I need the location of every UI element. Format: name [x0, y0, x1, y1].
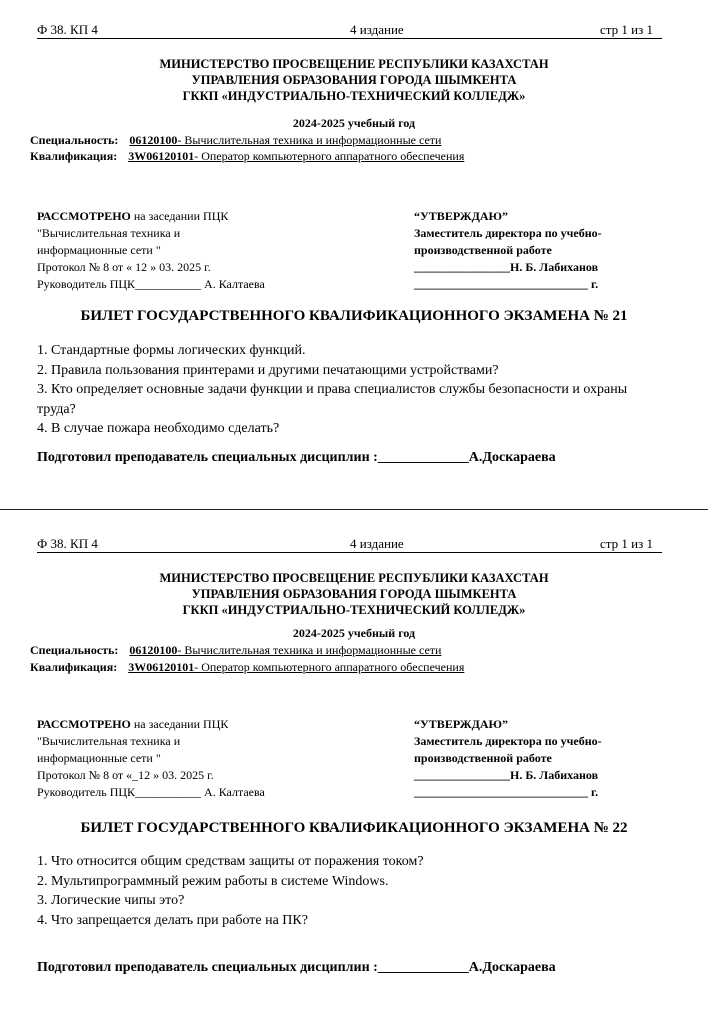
- reviewed-line-2: "Вычислительная техника и: [37, 734, 181, 748]
- form-code: Ф 38. КП 4: [37, 536, 98, 551]
- question-item: 3. Логические чипы это?: [37, 893, 185, 908]
- question-item: 4. Что запрещается делать при работе на ПК?: [37, 912, 308, 928]
- specialty-code: 06120100: [129, 643, 178, 657]
- specialty-label: Специальность:: [30, 133, 119, 147]
- college-line: ГККП «ИНДУСТРИАЛЬНО-ТЕХНИЧЕСКИЙ КОЛЛЕДЖ»: [182, 603, 526, 617]
- question-list: [37, 341, 657, 439]
- header-rule: [37, 38, 662, 39]
- department-line: УПРАВЛЕНИЯ ОБРАЗОВАНИЯ ГОРОДА ШЫМКЕНТА: [191, 587, 517, 601]
- ministry-line: МИНИСТЕРСТВО ПРОСВЕЩЕНИЕ РЕСПУБЛИКИ КАЗАХСТАН: [159, 571, 549, 585]
- protocol-line: Протокол № 8 от « 12 » 03. 2025 г.: [37, 260, 211, 274]
- question-item: 1. Что относится общим средствам защиты от поражения током?: [37, 854, 424, 869]
- specialty-code: 06120100: [129, 133, 178, 147]
- approved-line-3: производственной работе: [414, 751, 552, 765]
- head-signature-line: Руководитель ПЦК___________ А. Калтаева: [37, 785, 265, 799]
- qualification-line: [30, 149, 464, 164]
- question-item: 3. Кто определяет основные задачи функции и права специалистов службы безопасности и охраны труда?: [37, 382, 628, 417]
- approved-line-2: Заместитель директора по учебно-: [414, 734, 602, 748]
- reviewed-line-3: информационные сети ": [37, 751, 161, 765]
- form-code: Ф 38. КП 4: [37, 22, 98, 37]
- question-item: 4. В случае пожара необходимо сделать?: [37, 421, 280, 436]
- reviewed-line-3: информационные сети ": [37, 243, 161, 257]
- approved-date-line: _____________________________ г.: [414, 277, 599, 291]
- qualification-value: [120, 660, 464, 674]
- question-list: [37, 852, 657, 930]
- ministry-block: [0, 56, 708, 104]
- qualification-name: - Оператор компьютерного аппаратного обеспечения: [194, 149, 465, 163]
- qualification-label: Квалификация:: [30, 149, 118, 163]
- header-rule: [37, 552, 662, 553]
- qualification-code: 3W06120101: [128, 149, 195, 163]
- page-number: стр 1 из 1: [600, 22, 653, 37]
- qualification-label: Квалификация:: [30, 660, 118, 674]
- approved-block: [414, 716, 602, 801]
- approved-date-line: _____________________________ г.: [414, 785, 599, 799]
- head-signature-line: Руководитель ПЦК___________ А. Калтаева: [37, 277, 265, 291]
- approved-label: “УТВЕРЖДАЮ”: [414, 209, 509, 223]
- reviewed-block: [37, 208, 265, 293]
- page-number: стр 1 из 1: [600, 536, 653, 551]
- reviewed-block: [37, 716, 265, 801]
- reviewed-label: РАССМОТРЕНО: [37, 209, 131, 223]
- reviewed-text: на заседании ПЦК: [130, 209, 229, 223]
- ministry-block: [0, 570, 708, 618]
- specialty-line: [30, 643, 441, 658]
- deputy-signature-line: ________________Н. Б. Лабиханов: [414, 768, 599, 782]
- protocol-line: Протокол № 8 от «_12 » 03. 2025 г.: [37, 768, 214, 782]
- specialty-value: [121, 133, 441, 147]
- question-item: 1. Стандартные формы логических функций.: [37, 343, 306, 358]
- specialty-name: - Вычислительная техника и информационные сети: [177, 643, 442, 657]
- specialty-line: [30, 133, 441, 148]
- qualification-value: [120, 149, 464, 163]
- prepared-by: Подготовил преподаватель специальных дисциплин :_____________А.Доскараева: [37, 450, 556, 465]
- qualification-line: [30, 660, 464, 675]
- specialty-value: [121, 643, 441, 657]
- approved-block: [414, 208, 602, 293]
- approved-label: “УТВЕРЖДАЮ”: [414, 717, 509, 731]
- ticket-title: БИЛЕТ ГОСУДАРСТВЕННОГО КВАЛИФИКАЦИОННОГО ЭКЗАМЕНА № 21: [80, 308, 628, 324]
- approved-line-2: Заместитель директора по учебно-: [414, 226, 602, 240]
- reviewed-line-2: "Вычислительная техника и: [37, 226, 181, 240]
- edition: 4 издание: [350, 536, 404, 551]
- academic-year: 2024-2025 учебный год: [292, 116, 416, 130]
- specialty-name: - Вычислительная техника и информационные сети: [177, 133, 442, 147]
- deputy-signature-line: ________________Н. Б. Лабиханов: [414, 260, 599, 274]
- ministry-line: МИНИСТЕРСТВО ПРОСВЕЩЕНИЕ РЕСПУБЛИКИ КАЗАХСТАН: [159, 57, 549, 71]
- college-line: ГККП «ИНДУСТРИАЛЬНО-ТЕХНИЧЕСКИЙ КОЛЛЕДЖ»: [182, 89, 526, 103]
- approved-line-3: производственной работе: [414, 243, 552, 257]
- department-line: УПРАВЛЕНИЯ ОБРАЗОВАНИЯ ГОРОДА ШЫМКЕНТА: [191, 73, 517, 87]
- qualification-code: 3W06120101: [128, 660, 195, 674]
- reviewed-label: РАССМОТРЕНО: [37, 717, 131, 731]
- academic-year: 2024-2025 учебный год: [292, 626, 416, 640]
- specialty-label: Специальность:: [30, 643, 119, 657]
- question-item: 2. Правила пользования принтерами и другими печатающими устройствами?: [37, 362, 499, 378]
- ticket-divider: [0, 509, 708, 510]
- prepared-by: Подготовил преподаватель специальных дисциплин :_____________А.Доскараева: [37, 960, 556, 975]
- edition: 4 издание: [350, 22, 404, 37]
- ticket-title: БИЛЕТ ГОСУДАРСТВЕННОГО КВАЛИФИКАЦИОННОГО ЭКЗАМЕНА № 22: [80, 820, 628, 836]
- question-item: 2. Мультипрограммный режим работы в системе Windows.: [37, 873, 389, 889]
- reviewed-text: на заседании ПЦК: [130, 717, 229, 731]
- qualification-name: - Оператор компьютерного аппаратного обеспечения: [194, 660, 465, 674]
